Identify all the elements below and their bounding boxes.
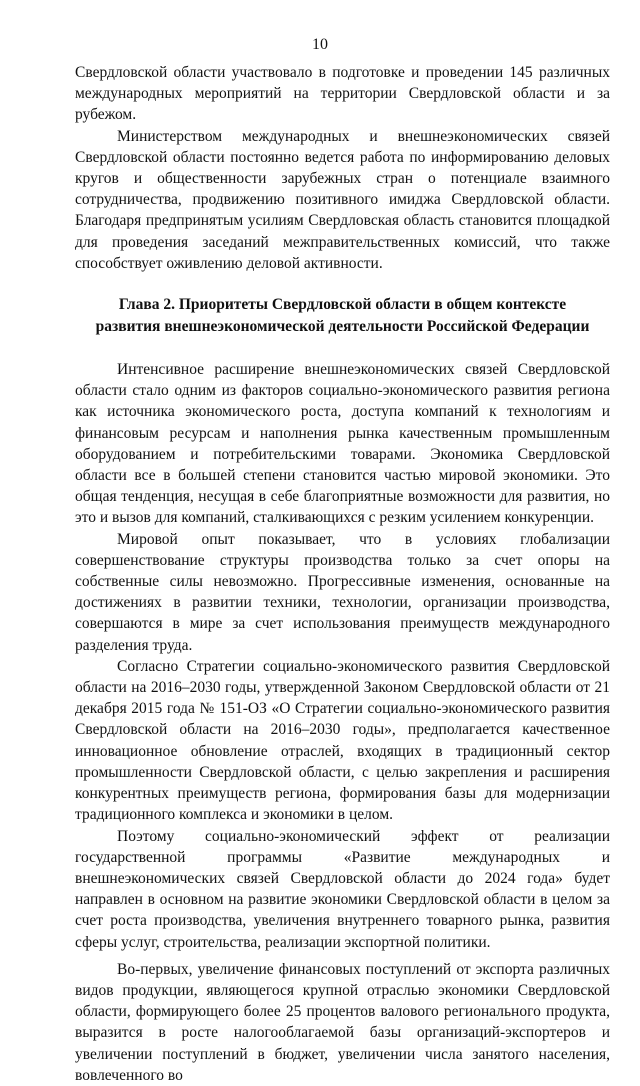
paragraph-intensive-expansion: Интенсивное расширение внешнеэкономических связей Свердловской области стало одним из факторов социально-экономического развития региона как источника экономического роста, доступа компаний к технологиям и финансовым ресурсам и наполнения рынка качественным промышленным оборудованием и потребительскими товарами. Экономика Свердловской области все в большей степени становится частью мировой экономики. Это общая тенденция, несущая в себе благоприятные возможности для развития, но это и вызов для компаний, сталкивающихся с резким усилением конкуренции. <box>75 361 610 527</box>
chapter-heading-line-2: развития внешнеэкономической деятельности Российской Федерации <box>95 317 590 335</box>
paragraph-firstly: Во-первых, увеличение финансовых поступлений от экспорта различных видов продукции, являющегося крупной отраслью экономики Свердловской области, формирующего более 25 процентов валового регионального продукта, выразится в росте налогооблагаемой базы организаций-экспортеров и увеличении поступлений в бюджет, увеличении числа занятого населения, вовлеченного во <box>75 960 610 1084</box>
paragraph-intro-continuation: Свердловской области участвовало в подготовке и проведении 145 различных международных мероприятий на территории Свердловской области и за рубежом. <box>75 64 610 124</box>
page-number: 10 <box>312 36 328 53</box>
chapter-heading-line-1: Глава 2. Приоритеты Свердловской области в общем контексте <box>118 296 567 314</box>
page-content <box>75 62 610 1086</box>
paragraph-strategy: Согласно Стратегии социально-экономического развития Свердловской области на 2016–2030 годы, утвержденной Законом Свердловской области от 21 декабря 2015 года № 151-ОЗ «О Стратегии социально-экономического развития Свердловской области на 2016–2030 годы», предполагается качественное инновационное обновление отраслей, входящих в традиционный сектор промышленности Свердловской области, с целью закрепления и расширения конкурентных преимуществ региона, формирования базы для модернизации традиционного комплекса и экономики в целом. <box>75 657 610 824</box>
chapter-heading <box>75 294 610 337</box>
paragraph-ministry-work: Министерством международных и внешнеэкономических связей Свердловской области постоянно ведется работа по информированию деловых кругов и общественности зарубежных стран о потенциале взаимного сотрудничества, продвижению позитивного имиджа Свердловской области. Благодаря предпринятым усилиям Свердловская область становится площадкой для проведения заседаний межправительственных комиссий, что также способствует оживлению деловой активности. <box>75 127 610 272</box>
paragraph-socio-economic-effect: Поэтому социально-экономический эффект от реализации государственной программы «Развитие международных и внешнеэкономических связей Свердловской области до 2024 года» будет направлен в основном на развитие экономики Свердловской области в целом за счет роста производства, увеличения внутреннего товарного рынка, развития сферы услуг, строительства, реализации экспортной политики. <box>75 827 610 951</box>
paragraph-world-experience: Мировой опыт показывает, что в условиях глобализации совершенствование структуры производства только за счет опоры на собственные силы невозможно. Прогрессивные изменения, основанные на достижениях в развитии техники, технологии, организации производства, совершаются в мире за счет использования преимуществ международного разделения труда. <box>75 530 610 654</box>
